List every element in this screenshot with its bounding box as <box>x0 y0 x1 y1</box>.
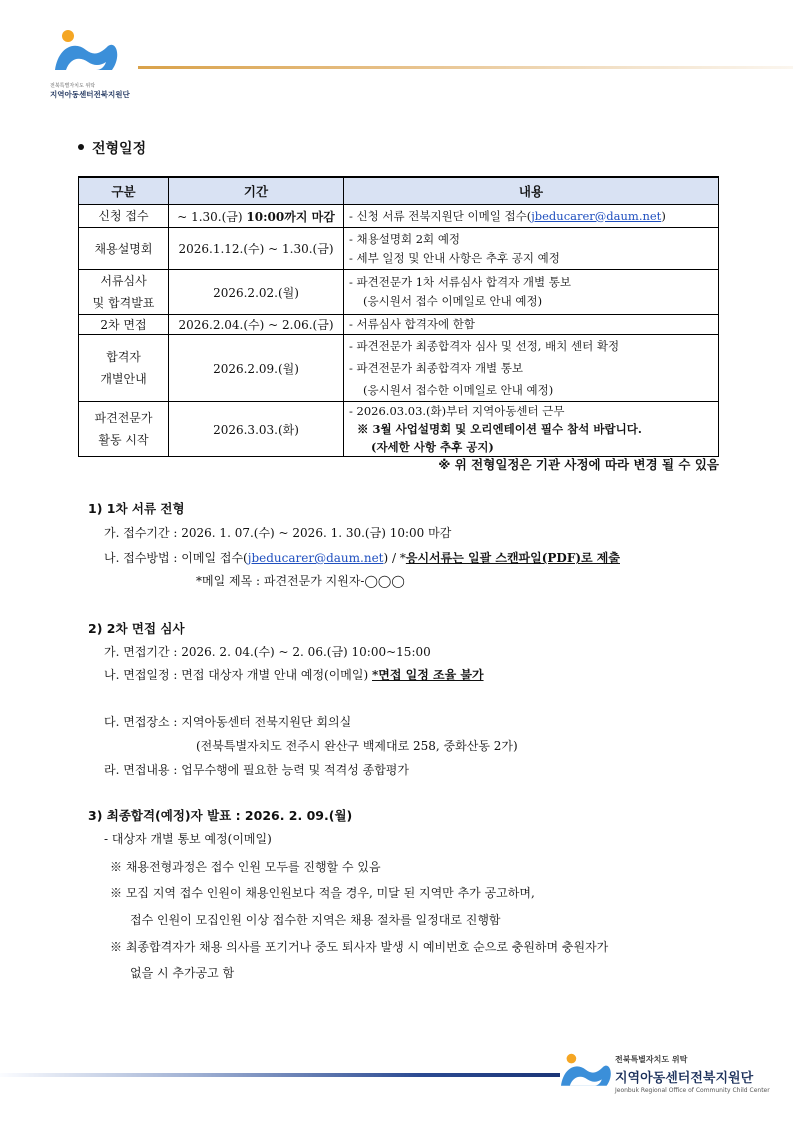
s3-note-3a: ※ 최종합격자가 채용 의사를 포기거나 중도 퇴사자 발생 시 예비번호 순으로 충원하며 충원자가 <box>110 940 609 954</box>
schedule-table <box>78 176 719 457</box>
footer-org-small: 전북특별자치도 위탁 <box>615 1055 688 1064</box>
table-row <box>79 270 719 315</box>
table-row <box>79 402 719 457</box>
s1-mail-subject: *메일 제목 : 파견전문가 지원자-◯◯◯ <box>196 574 405 588</box>
s2-period: 가. 면접기간 : 2026. 2. 04.(수) ~ 2. 06.(금) 10:00~15:00 <box>104 645 431 659</box>
email-link[interactable]: jbeducarer@daum.net <box>247 551 384 565</box>
s3-note-2a: ※ 모집 지역 접수 인원이 채용인원보다 적을 경우, 미달 된 지역만 추가 공고하며, <box>110 886 535 900</box>
row-content: - 파견전문가 최종합격자 심사 및 선정, 배치 센터 확정 - 파견전문가 최종합격자 개별 통보 (응시원서 접수한 이메일로 안내 예정) <box>344 335 719 402</box>
header-divider <box>138 66 793 69</box>
header-org-name: 지역아동센터전북지원단 <box>50 90 130 99</box>
row-period: 2026.2.09.(월) <box>169 335 344 402</box>
table-row <box>79 228 719 270</box>
header-category: 구분 <box>79 177 169 205</box>
row-content: - 신청 서류 전북지원단 이메일 접수(jbeducarer@daum.net) <box>344 205 719 228</box>
section-2-title: 2) 2차 면접 심사 <box>88 621 185 636</box>
logo-mark-icon <box>557 1050 613 1096</box>
s2-schedule: 나. 면접일정 : 면접 대상자 개별 안내 예정(이메일) *면접 일정 조율 불가 <box>104 668 484 682</box>
section-3-title: 3) 최종합격(예정)자 발표 : 2026. 2. 09.(월) <box>88 808 353 823</box>
row-content: - 서류심사 합격자에 한함 <box>344 315 719 335</box>
s1-method: 나. 접수방법 : 이메일 접수(jbeducarer@daum.net) / *응시서류는 일괄 스캔파일(PDF)로 제출 <box>104 551 620 565</box>
s2-location: 다. 면접장소 : 지역아동센터 전북지원단 회의실 <box>104 715 352 729</box>
email-link[interactable]: jbeducarer@daum.net <box>531 208 662 223</box>
row-period: 2026.2.02.(월) <box>169 270 344 315</box>
row-content: - 채용설명회 2회 예정 - 세부 일정 및 안내 사항은 추후 공지 예정 <box>344 228 719 270</box>
footer-org-en: Jeonbuk Regional Office of Community Child Center <box>615 1087 770 1094</box>
row-category: 신청 접수 <box>79 205 169 228</box>
table-row <box>79 205 719 228</box>
s3-notice: - 대상자 개별 통보 예정(이메일) <box>104 832 272 846</box>
footer-logo <box>557 1050 777 1100</box>
logo-mark-icon <box>50 26 120 82</box>
s2-address: (전북특별자치도 전주시 완산구 백제대로 258, 중화산동 2가) <box>196 739 518 753</box>
row-period: ~ 1.30.(금) 10:00까지 마감 <box>169 205 344 228</box>
row-period: 2026.1.12.(수) ~ 1.30.(금) <box>169 228 344 270</box>
s3-note-1: ※ 채용전형과정은 접수 인원 모두를 진행할 수 있음 <box>110 860 381 874</box>
footer-divider <box>0 1073 560 1077</box>
footer-org-name: 지역아동센터전북지원단 <box>615 1071 754 1086</box>
row-content: - 2026.03.03.(화)부터 지역아동센터 근무 ※ 3월 사업설명회 및 오리엔테이션 필수 참석 바랍니다. (자세한 사항 추후 공지) <box>344 402 719 457</box>
section-title: 전형일정 <box>78 138 146 158</box>
schedule-note: ※ 위 전형일정은 기관 사정에 따라 변경 될 수 있음 <box>438 457 719 472</box>
row-category: 파견전문가 활동 시작 <box>79 402 169 457</box>
row-content: - 파견전문가 1차 서류심사 합격자 개별 통보 (응시원서 접수 이메일로 안내 예정) <box>344 270 719 315</box>
row-period: 2026.3.03.(화) <box>169 402 344 457</box>
header-content: 내용 <box>344 177 719 205</box>
section-1-title: 1) 1차 서류 전형 <box>88 501 185 516</box>
s2-content: 라. 면접내용 : 업무수행에 필요한 능력 및 적격성 종합평가 <box>104 763 409 777</box>
row-category: 합격자 개별안내 <box>79 335 169 402</box>
s3-note-3b: 없을 시 추가공고 함 <box>130 966 235 980</box>
table-header-row <box>79 177 719 205</box>
header-period: 기간 <box>169 177 344 205</box>
row-category: 채용설명회 <box>79 228 169 270</box>
row-category: 2차 면접 <box>79 315 169 335</box>
s3-note-2b: 접수 인원이 모집인원 이상 접수한 지역은 채용 절차를 일정대로 진행함 <box>130 913 501 927</box>
bullet-icon <box>78 144 84 150</box>
s1-period: 가. 접수기간 : 2026. 1. 07.(수) ~ 2026. 1. 30.(금) 10:00 마감 <box>104 526 452 540</box>
table-row <box>79 335 719 402</box>
row-category: 서류심사 및 합격발표 <box>79 270 169 315</box>
row-period: 2026.2.04.(수) ~ 2.06.(금) <box>169 315 344 335</box>
header-org-small: 전북특별자치도 위탁 <box>50 83 96 89</box>
table-row <box>79 315 719 335</box>
header-logo <box>50 26 150 106</box>
